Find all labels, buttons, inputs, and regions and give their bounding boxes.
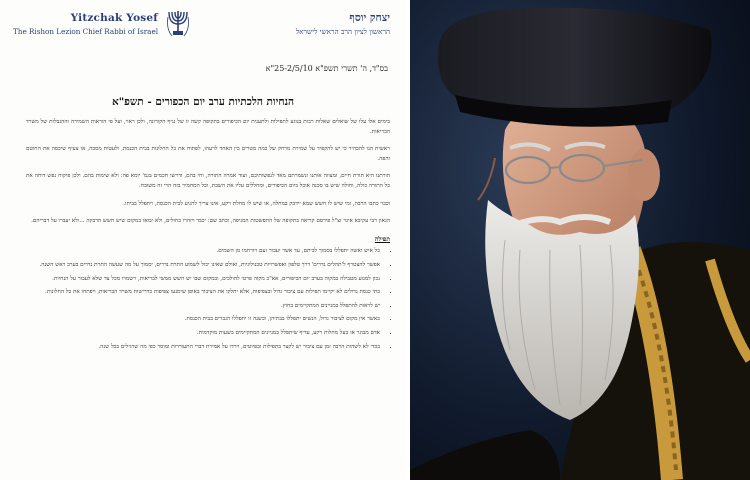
letterhead-name-he: יצחק יוסף [349,12,390,24]
body-paragraph: ראשית הנו להבהיר כי יש להקפיד על שמירת מרחק של כמה מטרים בין האחד לרעהו, לפתוח את כל החלונות בבית הכנסת, ולעטות מסכה, או צעיף שיכסה את החוטם והפה. [26,146,390,162]
bullet-item: • אפשר להצטרף ל'תהלים נדרים' דרך טלפון ואפשרויות טכנולוגיות, ואולם שאינו יכול לשמוע התרת נדרים, יסמוך על מה שעשה התרת נדרים בערב ראש השנה. [26,261,382,271]
letterhead-name-en: Yitzchak Yosef [70,12,158,24]
bullet-item: • בתי כנסת גדולים לא יקיימו תפילות עם ציבור גדול ובצפיפות, אלא יחלקו את הציבור באופן שימנעו צפיפות כדרישות משרד הבריאות, ויפתחו את כל החלונות. [26,288,382,298]
body-paragraph: בימים אלו עלו של שואלים שאלות רבות בנוגע לתפילות ולתענית יום הכיפורים בתקופה קשה זו של נגיף הקורונה, ולכן ראוי, ועל פי הוראות השמירה וההגבלות של משרד הבריאות. [26,119,390,135]
letterhead-title-en: The Rishon Lezion Chief Rabbi of Israel [13,27,158,36]
body-paragraph: הורתנו היא תורת חיים, ומצווה אותנו ונשמרתם מאד לנפשותיכם, ועוד אמרה התורה, וחי בהם, ודרשו חכמים בגמ' יומא פה: ולא שימות בהם. ולכן פיקוח נפש דוחה את כל התורה כולה, וחולה שיש בו סכנה אוכל ביום הכיפורים, ומחללים עליו את השבת, וכל המחמיר בזה הרי זה משובח. [26,173,390,189]
rabbi-portrait-photo [410,0,750,480]
date-line: בס"ד, ה' תשרי תשפ"א 25-2/5/10"א [265,64,388,73]
document-heading: הנחיות הלכתיות ערב יום הכפורים - תשפ"א [111,96,295,108]
letterhead-english [8,12,158,36]
body-paragraph: הגאון רבי עקיבא איגר זצ"ל פירסם קריאה בתקופה של התפשטות המגיפה, וכתב שם: יכבד ויזהרו בחולים, ולא יבואו במקום שיש חשש הדבקה ...ולא יעברו על דבריהם. [31,218,390,225]
bullet-item: • כאשר אין מקום לציבור גדול, הנשים יתפללו בבתיהן, וכשנה זו יתפללו הגברים בבית הכנסת. [26,315,382,325]
body-paragraph: וכבר כתבו הרבה, ומי שיש לו חשש שמא יידבק במחלה, או שיש לו מחלת רקע, אינו צריך להגיע לבית הכנסת, ויתפלל בביתו. [123,200,390,207]
letterhead-title-he: הראשון לציון הרב הראשי לישראל [295,27,390,36]
bullet-item: • יש לראות להתפלל במניינים המתקיימים בחוץ. [26,302,382,312]
letterhead-hebrew [220,12,390,36]
bullet-item: • אדם מבוגר או בעל מחלות רקע, עדיף שיתפלל במניינים המתקיימים בשעות מוקדמות. [26,329,382,339]
bullet-item: • נכון למנוע מטבילה במקוה בערב יום הכיפורים, אא"כ מקוה פרטי להולכים, ובמקום שבו יש חשש ממשי לבריאות, וישמרו מכל צד שלא לעבור על הנחיות. [26,275,382,285]
document-body [26,118,390,356]
bullet-list [26,247,390,352]
bullet-item: • בכדי לא לשהות הרבה זמן עם ציבור יש לקצר בתפילות ובפיוטים, וירדו על אמירת דברי התעוררות ומוסר כפי מה שרגילים בכל שנה. [26,343,382,353]
portrait-illustration [410,0,750,480]
menorah-emblem-icon [166,9,190,39]
bullet-item: • כל איש ואשה יתפללו בסמוך לביתם, עד אשר יעבור זעם ויורחמו מן השמים. [26,247,382,257]
section-title: תפילה [374,235,390,243]
